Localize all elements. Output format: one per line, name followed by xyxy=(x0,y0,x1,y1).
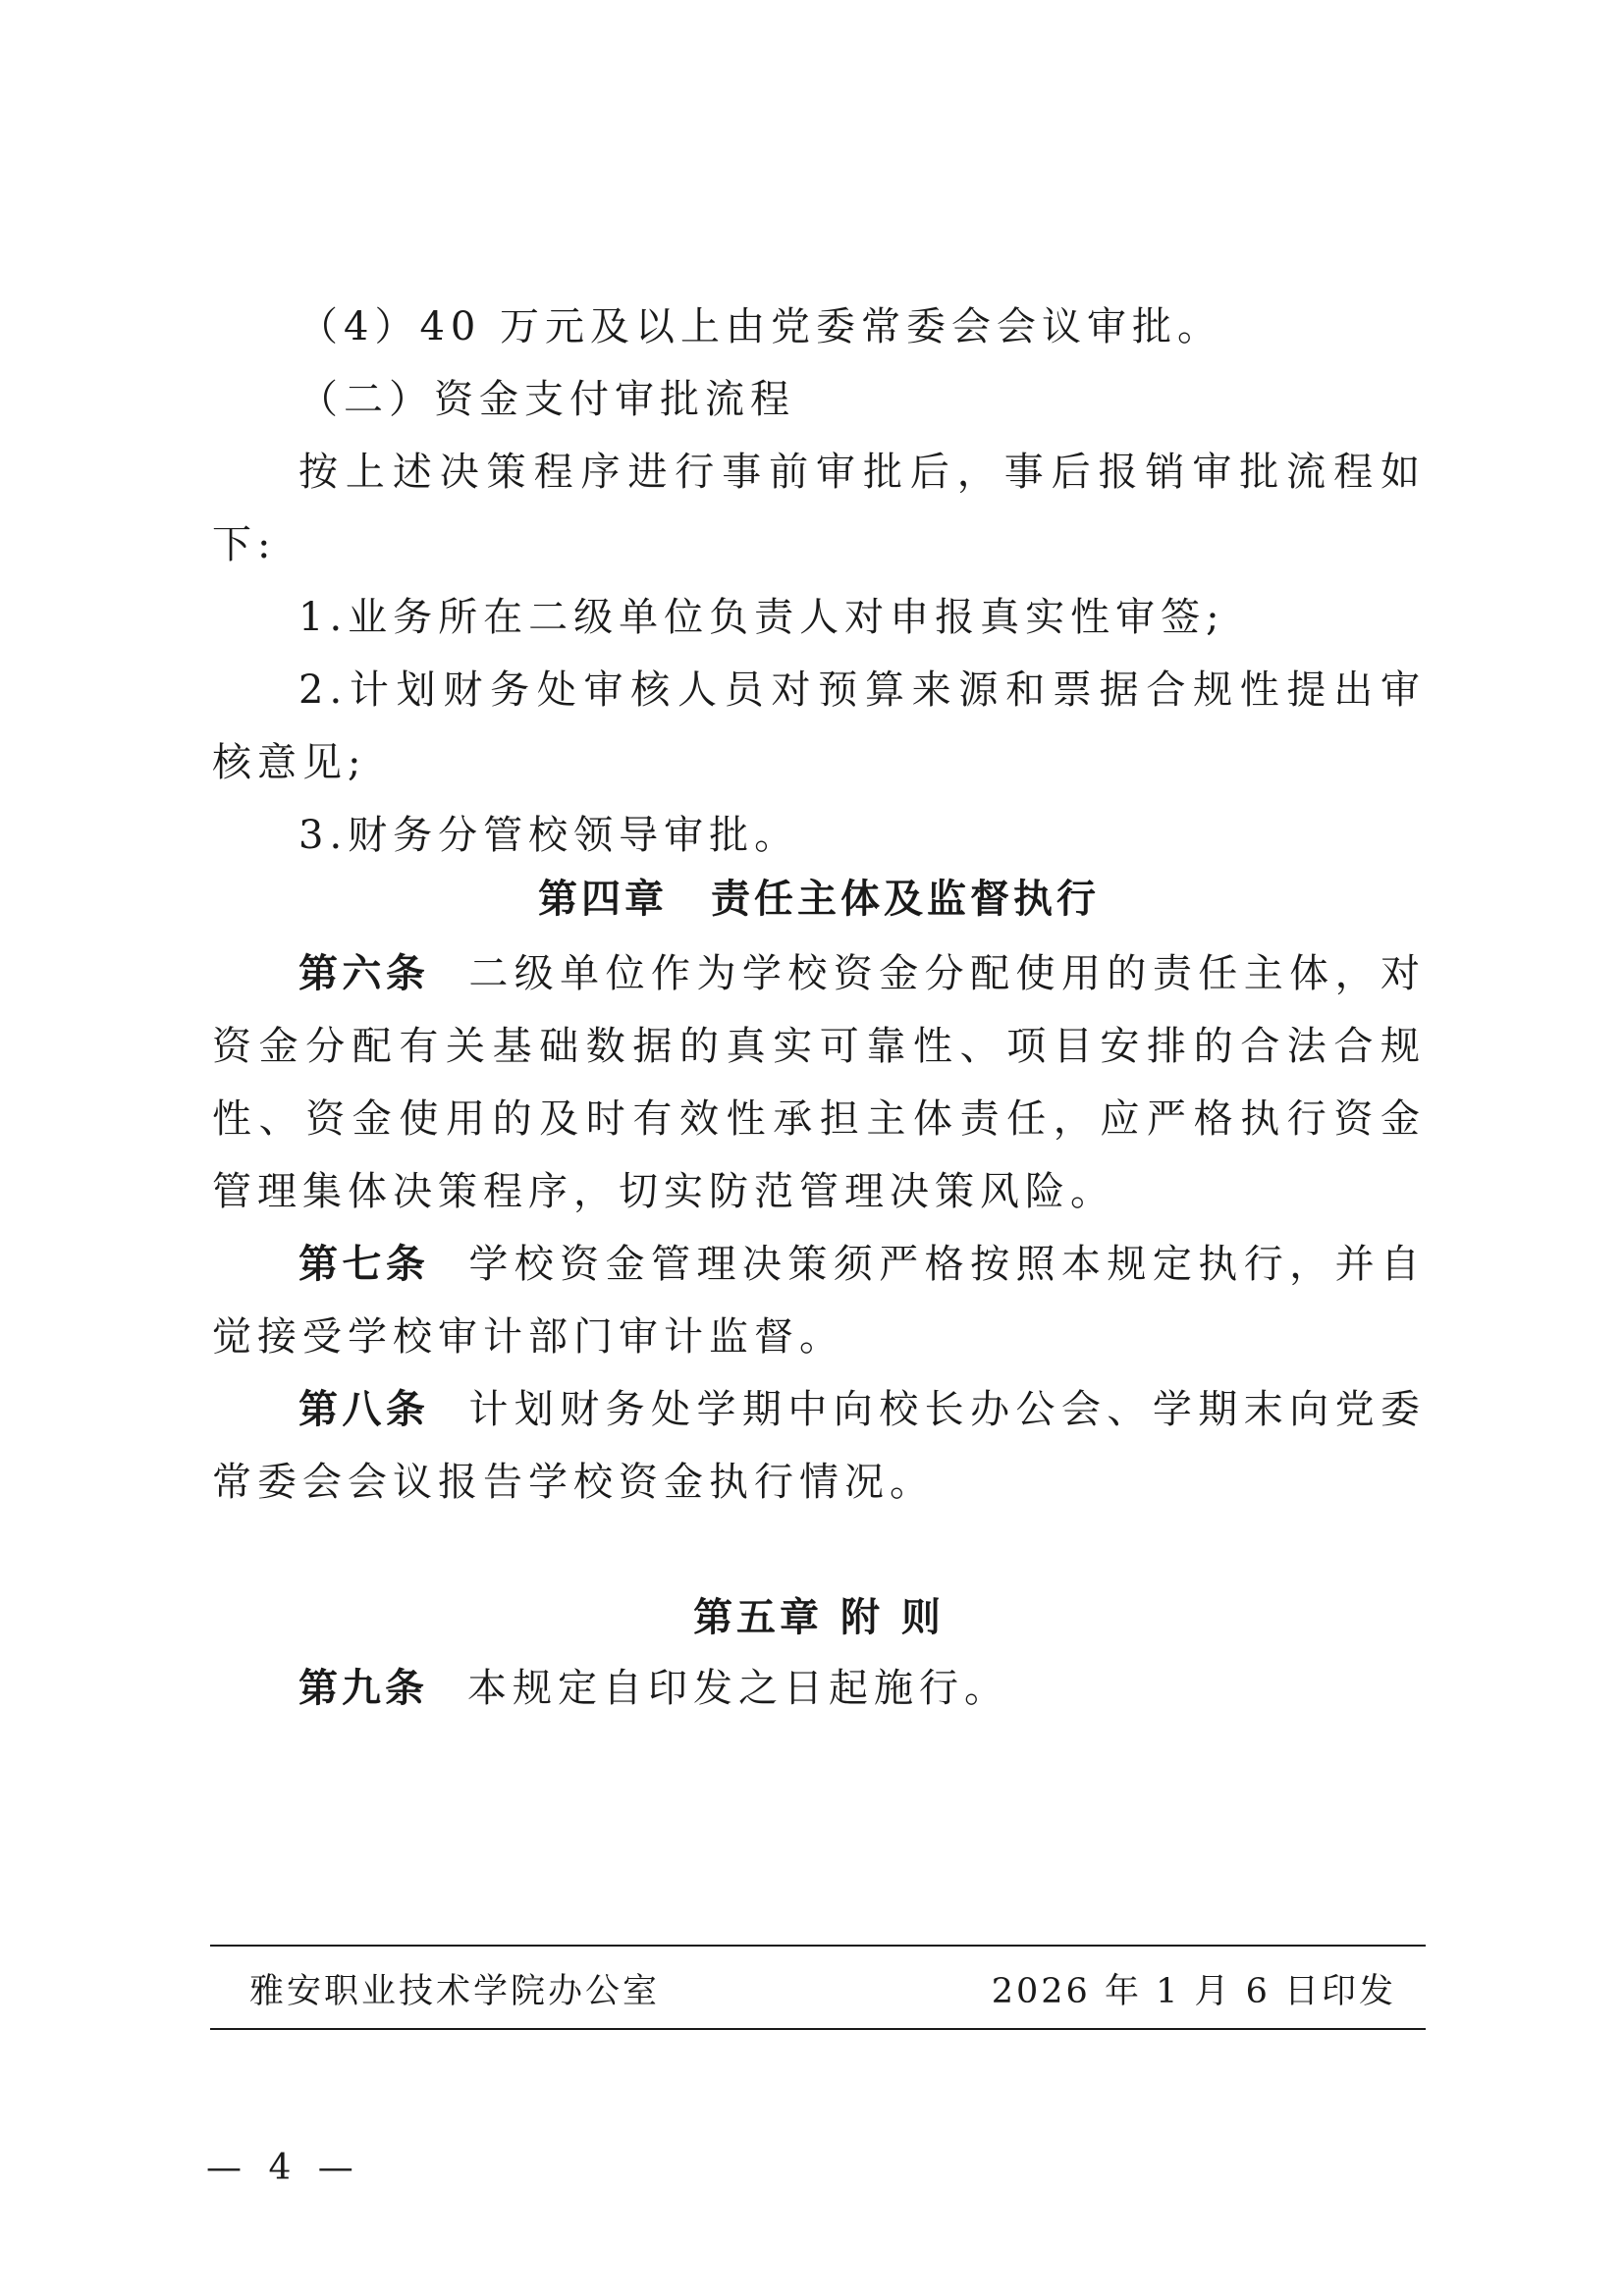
footer-top-rule xyxy=(210,1945,1426,1947)
chapter-4-heading: 第四章 责任主体及监督执行 xyxy=(538,877,1100,922)
page-number: — 4 — xyxy=(206,2148,361,2188)
issuer-name: 雅安职业技术学院办公室 xyxy=(249,1972,661,2011)
chapter-5-heading: 第五章 附 则 xyxy=(693,1595,945,1640)
top-paragraphs xyxy=(212,291,1426,872)
issue-date: 2026 年 1 月 6 日印发 xyxy=(991,1972,1396,2011)
article-7 xyxy=(212,1228,1426,1373)
paragraph-reimbursement-intro: 按上述决策程序进行事前审批后，事后报销审批流程如下: xyxy=(212,450,1426,567)
article-6-text: 二级单位作为学校资金分配使用的责任主体，对资金分配有关基础数据的真实可靠性、项目安排的合法合规性、资金使用的及时有效性承担主体责任，应严格执行资金管理集体决策程序，切实防范管理决策风险。 xyxy=(212,951,1427,1214)
article-9-label: 第九条 xyxy=(298,1666,428,1711)
footer-bottom-rule xyxy=(210,2028,1426,2030)
article-6 xyxy=(212,937,1426,1228)
chapter-5-articles xyxy=(212,1652,1426,1725)
chapter-4-articles xyxy=(212,937,1426,1519)
paragraph-step-2: 2.计划财务处审核人员对预算来源和票据合规性提出审核意见; xyxy=(212,667,1426,785)
article-7-text: 学校资金管理决策须严格按照本规定执行，并自觉接受学校审计部门审计监督。 xyxy=(212,1242,1427,1360)
paragraph-approval-40w: （4）40 万元及以上由党委常委会会议审批。 xyxy=(298,304,1223,349)
article-7-label: 第七条 xyxy=(298,1242,430,1287)
article-9-text: 本规定自印发之日起施行。 xyxy=(467,1666,1009,1711)
paragraph-step-1: 1.业务所在二级单位负责人对申报真实性审签; xyxy=(298,595,1225,640)
article-8-text: 计划财务处学期中向校长办公会、学期末向党委常委会会议报告学校资金执行情况。 xyxy=(212,1387,1427,1505)
article-8-label: 第八条 xyxy=(298,1387,430,1432)
article-8 xyxy=(212,1373,1426,1519)
paragraph-payment-flow-title: （二）资金支付审批流程 xyxy=(298,377,795,422)
paragraph-step-3: 3.财务分管校领导审批。 xyxy=(298,813,800,858)
article-9 xyxy=(212,1652,1426,1725)
issuance-info xyxy=(249,1961,1396,2016)
article-6-label: 第六条 xyxy=(298,951,430,996)
